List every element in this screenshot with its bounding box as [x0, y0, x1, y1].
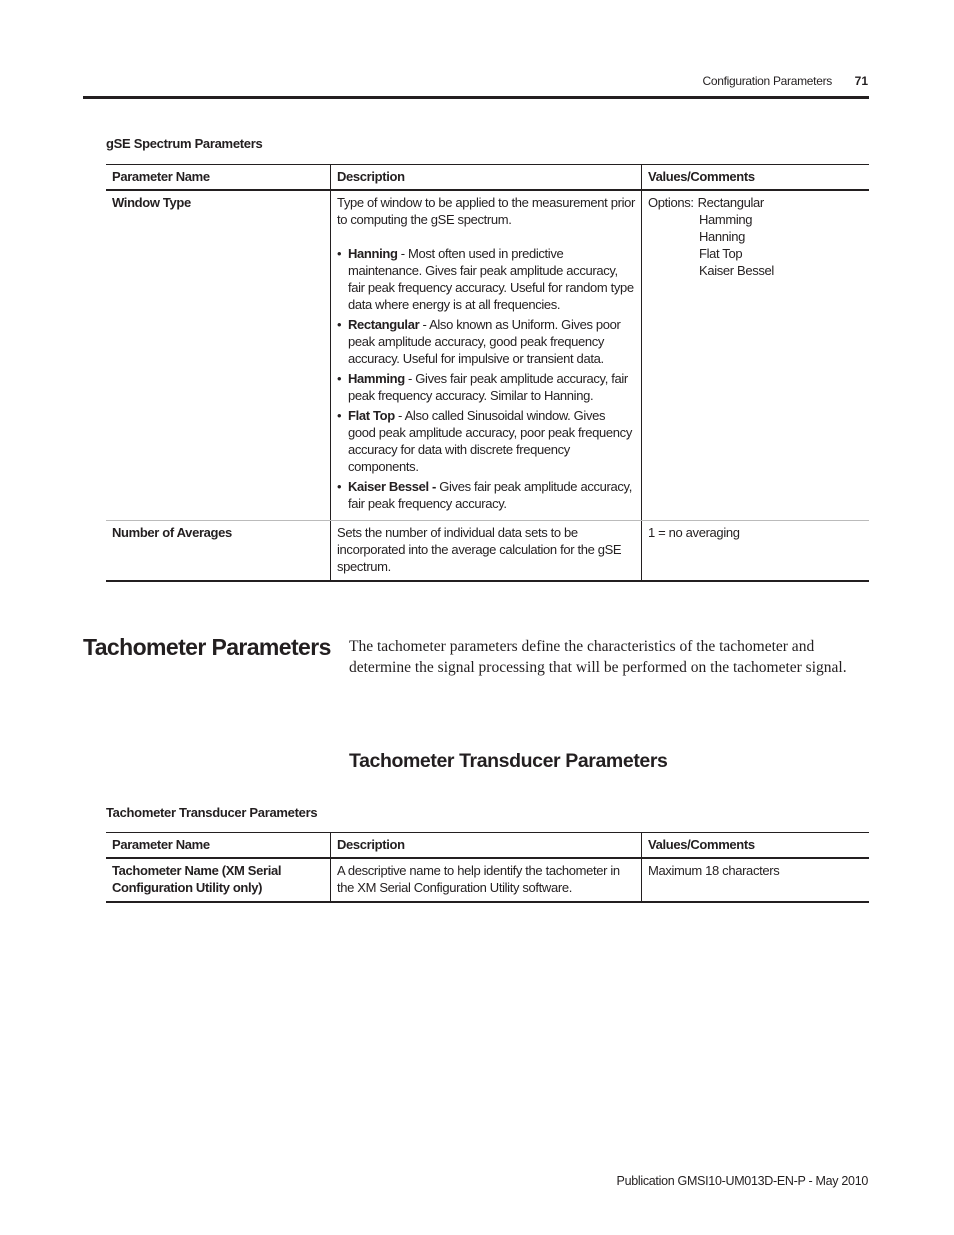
- bullet-text: - Also known as Uniform. Gives poor peak amplitude accuracy, good peak frequency accuracy. Useful for impulsive or transient data.: [348, 317, 621, 366]
- bullet-text: - Gives fair peak amplitude accuracy, fair peak frequency accuracy. Similar to Hanning.: [348, 371, 628, 403]
- option-value: Hamming: [699, 212, 753, 227]
- bullet-text: Gives fair peak amplitude accuracy, fair peak frequency accuracy.: [348, 479, 632, 511]
- option-value: Flat Top: [699, 246, 743, 261]
- tacho-table-caption: Tachometer Transducer Parameters: [106, 805, 318, 820]
- options-row: [648, 194, 863, 211]
- column-header-description: Description: [331, 165, 642, 191]
- bullet-term: Flat Top: [348, 408, 395, 423]
- gse-parameters-table: [106, 164, 869, 582]
- option-value: Kaiser Bessel: [699, 263, 774, 278]
- bullet-icon: •: [337, 479, 342, 494]
- header-rule: [83, 96, 869, 99]
- column-header-values: Values/Comments: [642, 833, 870, 859]
- column-header-parameter-name: Parameter Name: [106, 165, 331, 191]
- tachometer-transducer-table: [106, 832, 869, 903]
- table-row: [106, 190, 869, 521]
- column-header-parameter-name: Parameter Name: [106, 833, 331, 859]
- values-window-type: [642, 190, 870, 521]
- parameter-name-number-of-averages: Number of Averages: [106, 521, 331, 582]
- header-section-title: Configuration Parameters: [702, 74, 832, 88]
- table-header-row: [106, 833, 869, 859]
- description-number-of-averages: Sets the number of individual data sets to be incorporated into the average calculation for the gSE spectrum.: [331, 521, 642, 582]
- page-number: 71: [854, 74, 868, 88]
- bullet-icon: •: [337, 246, 342, 261]
- list-item: [337, 245, 635, 313]
- option-value: Hanning: [699, 229, 745, 244]
- bullet-text: - Most often used in predictive maintenance. Gives fair peak amplitude accuracy, fair peak frequency accuracy. Useful for random type data where energy is at all frequencies.: [348, 246, 634, 312]
- window-type-bullet-list: [337, 245, 635, 512]
- bullet-term: Rectangular: [348, 317, 420, 332]
- values-number-of-averages: 1 = no averaging: [642, 521, 870, 582]
- running-header: [0, 74, 954, 98]
- table-row: [106, 858, 869, 902]
- options-label: Options:: [648, 195, 694, 210]
- bullet-term: Hamming: [348, 371, 405, 386]
- option-value: Rectangular: [697, 195, 764, 210]
- description-tachometer-name: A descriptive name to help identify the tachometer in the XM Serial Configuration Utility software.: [331, 858, 642, 902]
- list-item: [337, 407, 635, 475]
- column-header-description: Description: [331, 833, 642, 859]
- bullet-term: Hanning: [348, 246, 398, 261]
- parameter-name-tachometer-name: Tachometer Name (XM Serial Configuration Utility only): [106, 858, 331, 902]
- bullet-icon: •: [337, 317, 342, 332]
- table-row: [106, 521, 869, 582]
- gse-table-caption: gSE Spectrum Parameters: [106, 136, 263, 151]
- window-type-intro: Type of window to be applied to the measurement prior to computing the gSE spectrum.: [337, 195, 635, 227]
- bullet-icon: •: [337, 371, 342, 386]
- subheading-tachometer-transducer-parameters: Tachometer Transducer Parameters: [349, 750, 668, 772]
- bullet-icon: •: [337, 408, 342, 423]
- bullet-term: Kaiser Bessel -: [348, 479, 436, 494]
- parameter-name-window-type: Window Type: [106, 190, 331, 521]
- column-header-values: Values/Comments: [642, 165, 870, 191]
- description-window-type: [331, 190, 642, 521]
- bullet-text: - Also called Sinusoidal window. Gives good peak amplitude accuracy, poor peak frequency accuracy for data with discrete frequency components.: [348, 408, 632, 474]
- list-item: [337, 316, 635, 367]
- section-heading-tachometer-parameters: Tachometer Parameters: [83, 634, 331, 660]
- values-tachometer-name: Maximum 18 characters: [642, 858, 870, 902]
- tachometer-intro-paragraph: The tachometer parameters define the characteristics of the tachometer and determine the signal processing that will be performed on the tachometer signal.: [349, 638, 847, 676]
- table-header-row: [106, 165, 869, 191]
- list-item: [337, 478, 635, 512]
- footer-publication: Publication GMSI10-UM013D-EN-P - May 2010: [616, 1174, 868, 1188]
- list-item: [337, 370, 635, 404]
